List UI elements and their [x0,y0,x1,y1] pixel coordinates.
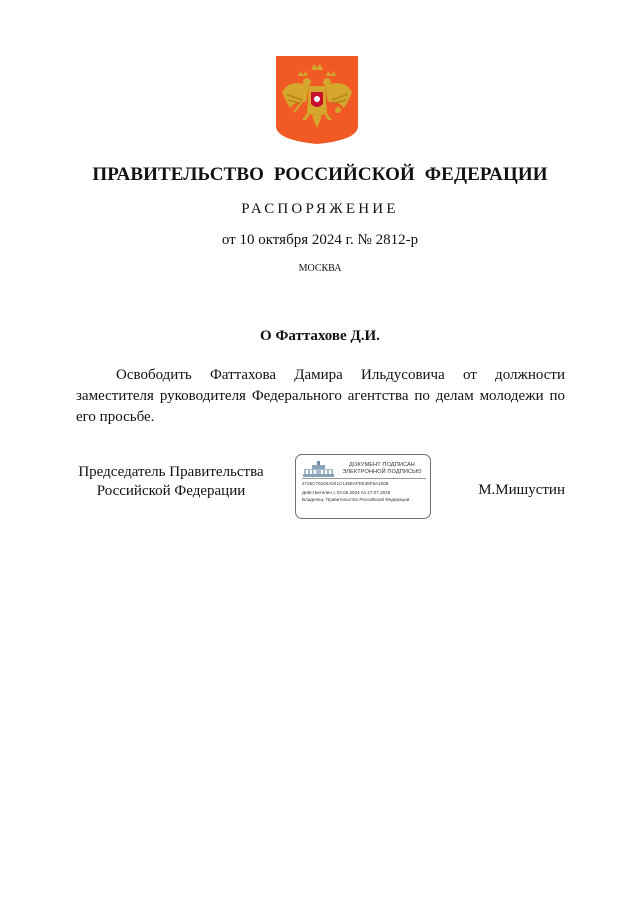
certificate-owner: Владелец: Правительство Российской Федерации [302,497,410,502]
signer-position-line2: Российской Федерации [96,483,246,499]
stamp-title-line1: ДОКУМЕНТ ПОДПИСАН [349,462,415,468]
stamp-title-line2: ЭЛЕКТРОННОЙ ПОДПИСЬЮ [342,469,422,475]
document-body-paragraph: Освободить Фаттахова Дамира Ильдусовича от должности заместителя руководителя Федерального агентства по делам молодежи по его просьбе. [76,367,565,425]
signer-position-line1: Председатель Правительства [78,464,264,480]
document-type: РАСПОРЯЖЕНИЕ [241,201,399,217]
organization-title: ПРАВИТЕЛЬСТВО РОССИЙСКОЙ ФЕДЕРАЦИИ [92,164,548,185]
russian-coat-of-arms-icon [276,56,358,144]
city: МОСКВА [298,263,342,274]
signer-position [76,463,266,501]
document-date-number: от 10 октября 2024 г. № 2812-р [221,232,419,248]
stamp-title [336,462,428,476]
document-subject: О Фаттахове Д.И. [260,328,380,344]
certificate-validity: Действителен с 03.05.2024 по 27.07.2025 [302,490,391,495]
signer-name: М.Мишустин [478,482,565,498]
government-building-icon [303,461,334,477]
electronic-signature-stamp [295,454,431,519]
stamp-divider [302,478,426,479]
certificate-serial: 2726C76104A041C1458AFEE36F8A1009 [302,481,389,486]
